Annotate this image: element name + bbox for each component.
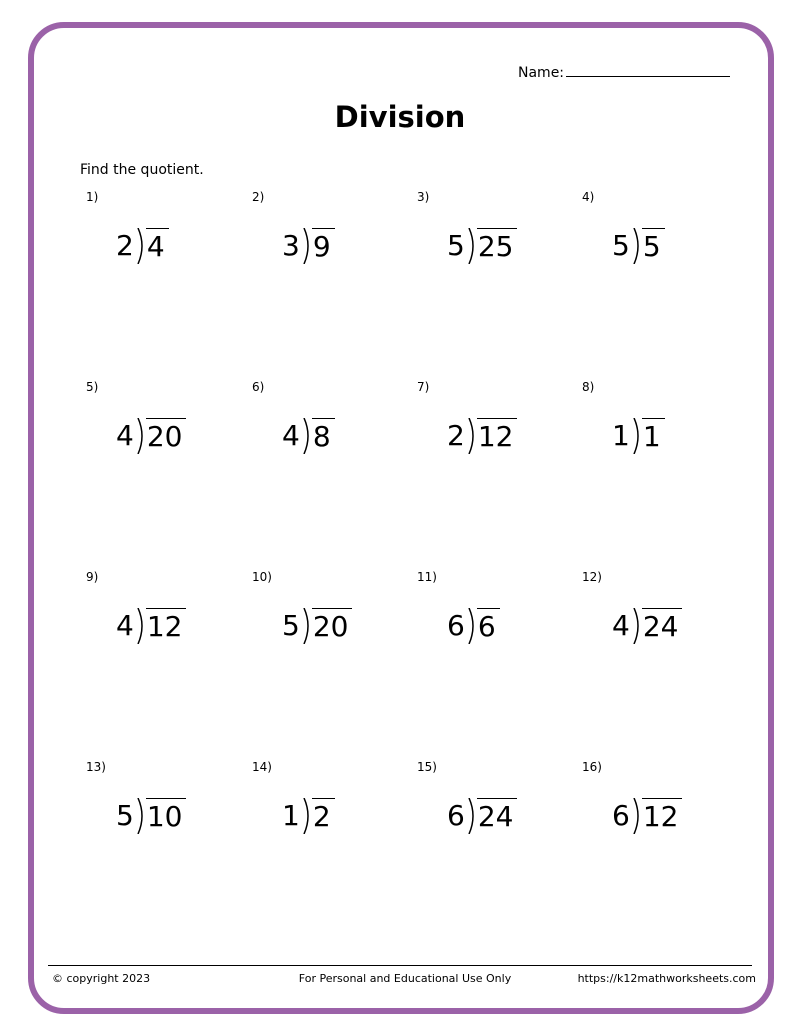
long-division (116, 416, 186, 456)
divisor: 4 (282, 419, 300, 452)
dividend: 20 (312, 608, 353, 645)
dividend: 24 (642, 608, 683, 645)
divisor: 3 (282, 229, 300, 262)
problem (582, 380, 742, 510)
footer-divider (48, 965, 752, 966)
footer-copyright: © copyright 2023 (52, 972, 151, 985)
dividend: 9 (312, 228, 335, 265)
divisor: 2 (116, 229, 134, 262)
divisor: 5 (447, 229, 465, 262)
dividend: 2 (312, 798, 335, 835)
problem-number: 3) (417, 190, 430, 204)
divisor: 5 (612, 229, 630, 262)
long-division (282, 416, 335, 456)
divisor: 5 (282, 609, 300, 642)
divisor: 6 (447, 609, 465, 642)
long-division (447, 226, 517, 266)
problem-number: 13) (86, 760, 106, 774)
problem (252, 190, 412, 320)
division-bracket-icon (302, 418, 312, 454)
long-division (282, 796, 335, 836)
division-bracket-icon (632, 608, 642, 644)
dividend: 24 (477, 798, 518, 835)
page-title: Division (334, 100, 466, 134)
problem (582, 570, 742, 700)
long-division (612, 226, 665, 266)
division-bracket-icon (302, 798, 312, 834)
long-division (447, 796, 517, 836)
problem-number: 16) (582, 760, 602, 774)
problem-number: 5) (86, 380, 99, 394)
long-division (282, 226, 335, 266)
division-bracket-icon (136, 228, 146, 264)
problem-number: 8) (582, 380, 595, 394)
divisor: 4 (116, 419, 134, 452)
footer-usage: For Personal and Educational Use Only (298, 972, 512, 985)
long-division (116, 606, 186, 646)
problem-number: 7) (417, 380, 430, 394)
division-bracket-icon (467, 798, 477, 834)
dividend: 8 (312, 418, 335, 455)
footer-url: https://k12mathworksheets.com (577, 972, 756, 985)
problem-number: 10) (252, 570, 272, 584)
problem-number: 6) (252, 380, 265, 394)
problem-number: 9) (86, 570, 99, 584)
division-bracket-icon (632, 798, 642, 834)
divisor: 6 (447, 799, 465, 832)
dividend: 1 (642, 418, 665, 455)
long-division (447, 416, 517, 456)
long-division (612, 606, 682, 646)
problem (417, 760, 577, 890)
problem (252, 760, 412, 890)
problem (86, 190, 246, 320)
dividend: 4 (146, 228, 169, 265)
problem-number: 2) (252, 190, 265, 204)
problem (86, 760, 246, 890)
name-blank (566, 62, 730, 77)
divisor: 1 (612, 419, 630, 452)
long-division (612, 416, 665, 456)
division-bracket-icon (467, 228, 477, 264)
divisor: 6 (612, 799, 630, 832)
dividend: 12 (146, 608, 187, 645)
division-bracket-icon (632, 418, 642, 454)
dividend: 5 (642, 228, 665, 265)
problem-number: 15) (417, 760, 437, 774)
division-bracket-icon (302, 228, 312, 264)
dividend: 12 (642, 798, 683, 835)
long-division (447, 606, 500, 646)
problem-number: 1) (86, 190, 99, 204)
problem-number: 12) (582, 570, 602, 584)
name-label: Name: (518, 65, 565, 81)
problem (417, 190, 577, 320)
long-division (282, 606, 352, 646)
division-bracket-icon (302, 608, 312, 644)
long-division (116, 226, 169, 266)
division-bracket-icon (136, 608, 146, 644)
problem (582, 190, 742, 320)
problem (86, 570, 246, 700)
divisor: 1 (282, 799, 300, 832)
dividend: 6 (477, 608, 500, 645)
division-bracket-icon (136, 418, 146, 454)
divisor: 4 (116, 609, 134, 642)
dividend: 20 (146, 418, 187, 455)
division-bracket-icon (467, 608, 477, 644)
problem-number: 11) (417, 570, 437, 584)
problem (86, 380, 246, 510)
dividend: 25 (477, 228, 518, 265)
problem (417, 570, 577, 700)
problem-number: 14) (252, 760, 272, 774)
division-bracket-icon (632, 228, 642, 264)
problem-number: 4) (582, 190, 595, 204)
division-bracket-icon (136, 798, 146, 834)
divisor: 2 (447, 419, 465, 452)
divisor: 5 (116, 799, 134, 832)
problem (252, 570, 412, 700)
name-field (518, 62, 730, 81)
instructions: Find the quotient. (80, 162, 204, 178)
problem (252, 380, 412, 510)
long-division (612, 796, 682, 836)
problem (417, 380, 577, 510)
divisor: 4 (612, 609, 630, 642)
dividend: 12 (477, 418, 518, 455)
dividend: 10 (146, 798, 187, 835)
division-bracket-icon (467, 418, 477, 454)
long-division (116, 796, 186, 836)
problem (582, 760, 742, 890)
